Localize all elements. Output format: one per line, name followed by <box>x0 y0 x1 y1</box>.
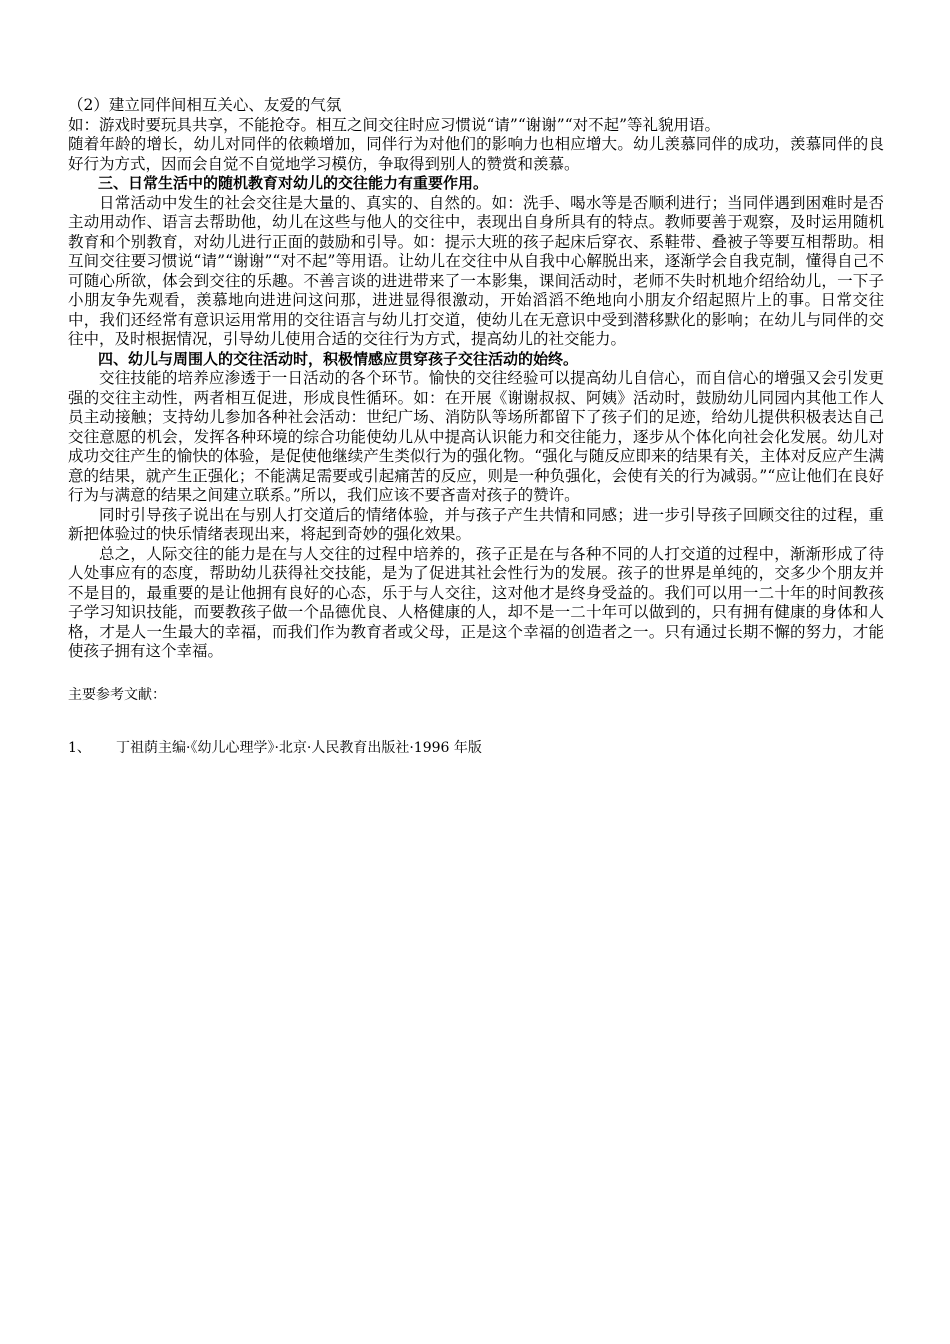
reference-item <box>68 739 884 759</box>
reference-number: 1、 <box>68 740 91 756</box>
paragraph-peer-influence: 随着年龄的增长，幼儿对同伴的依赖增加，同伴行为对他们的影响力也相应增大。幼儿羡慕同伴的成功，羡慕同伴的良好行为方式，因而会自觉不自觉地学习模仿，争取得到别人的赞赏和羡慕。 <box>68 135 884 173</box>
heading-section-4: 四、幼儿与周围人的交往活动时，积极情感应贯穿孩子交往活动的始终。 <box>98 349 579 368</box>
paragraph-emotion: 同时引导孩子说出在与别人打交道后的情绪体验，并与孩子产生共情和同感；进一步引导孩子回顾交往的过程，重新把体验过的快乐情绪表现出来，将起到奇妙的强化效果。 <box>68 505 884 543</box>
paragraph-daily-life: 日常活动中发生的社会交往是大量的、真实的、自然的。如：洗手、喝水等是否顺利进行；当同伴遇到困难时是否主动用动作、语言去帮助他，幼儿在这些与他人的交往中，表现出自身所具有的特点。教师要善于观察，及时运用随机教育和个别教育，对幼儿进行正面的鼓励和引导。如：提示大班的孩子起床后穿衣、系鞋带、叠被子等要互相帮助。相互间交往要习惯说“请”“谢谢”“对不起”等用语。让幼儿在交往中从自我中心解脱出来，逐渐学会自我克制，懂得自己不可随心所欲，体会到交往的乐趣。不善言谈的进进带来了一本影集，课间活动时，老师不失时机地介绍给幼儿，一下子小朋友争先观看，羡慕地向进进问这问那，进进显得很激动，开始滔滔不绝地向小朋友介绍起照片上的事。日常交往中，我们还经常有意识运用常用的交往语言与幼儿打交道，使幼儿在无意识中受到潜移默化的影响；在幼儿与同伴的交往中，及时根据情况，引导幼儿使用合适的交往行为方式，提高幼儿的社交能力。 <box>68 193 884 348</box>
section-title: （2）建立同伴间相互关心、友爱的气氛 <box>68 96 342 114</box>
document-page <box>68 96 884 759</box>
paragraph-skills: 交往技能的培养应渗透于一日活动的各个环节。愉快的交往经验可以提高幼儿自信心，而自信心的增强又会引发更强的交往主动性，两者相互促进，形成良性循环。如：在开展《谢谢叔叔、阿姨》活动时，鼓励幼儿同园内其他工作人员主动接触；支持幼儿参加各种社会活动：世纪广场、消防队等场所都留下了孩子们的足迹，给幼儿提供积极表达自己交往意愿的机会，发挥各种环境的综合功能使幼儿从中提高认识能力和交往能力，逐步从个体化向社会化发展。幼儿对成功交往产生的愉快的体验，是促使他继续产生类似行为的强化物。“强化与随反应即来的结果有关，主体对反应产生满意的结果，就产生正强化；不能满足需要或引起痛苦的反应，则是一种负强化，会使有关的行为减弱。”“应让他们在良好行为与满意的结果之间建立联系。”所以，我们应该不要吝啬对孩子的赞许。 <box>68 369 884 504</box>
references-title: 主要参考文献： <box>68 686 166 703</box>
paragraph-courtesy: 如：游戏时要玩具共享，不能抢夺。相互之间交往时应习惯说“请”“谢谢”“对不起”等礼貌用语。 <box>68 115 721 134</box>
heading-section-3: 三、日常生活中的随机教育对幼儿的交往能力有重要作用。 <box>98 174 489 192</box>
reference-text: 丁祖荫主编·《幼儿心理学》·北京·人民教育出版社·1996 年版 <box>116 740 482 756</box>
paragraph-summary: 总之，人际交往的能力是在与人交往的过程中培养的，孩子正是在与各种不同的人打交道的过程中，渐渐形成了待人处事应有的态度，帮助幼儿获得社交技能，是为了促进其社会性行为的发展。孩子的世界是单纯的，交多少个朋友并不是目的，最重要的是让他拥有良好的心态，乐于与人交往，这对他才是终身受益的。我们可以用一二十年的时间教孩子学习知识技能，而要教孩子做一个品德优良、人格健康的人，却不是一二十年可以做到的，只有拥有健康的身体和人格，才是人一生最大的幸福，而我们作为教育者或父母，正是这个幸福的创造者之一。只有通过长期不懈的努力，才能使孩子拥有这个幸福。 <box>68 544 884 660</box>
